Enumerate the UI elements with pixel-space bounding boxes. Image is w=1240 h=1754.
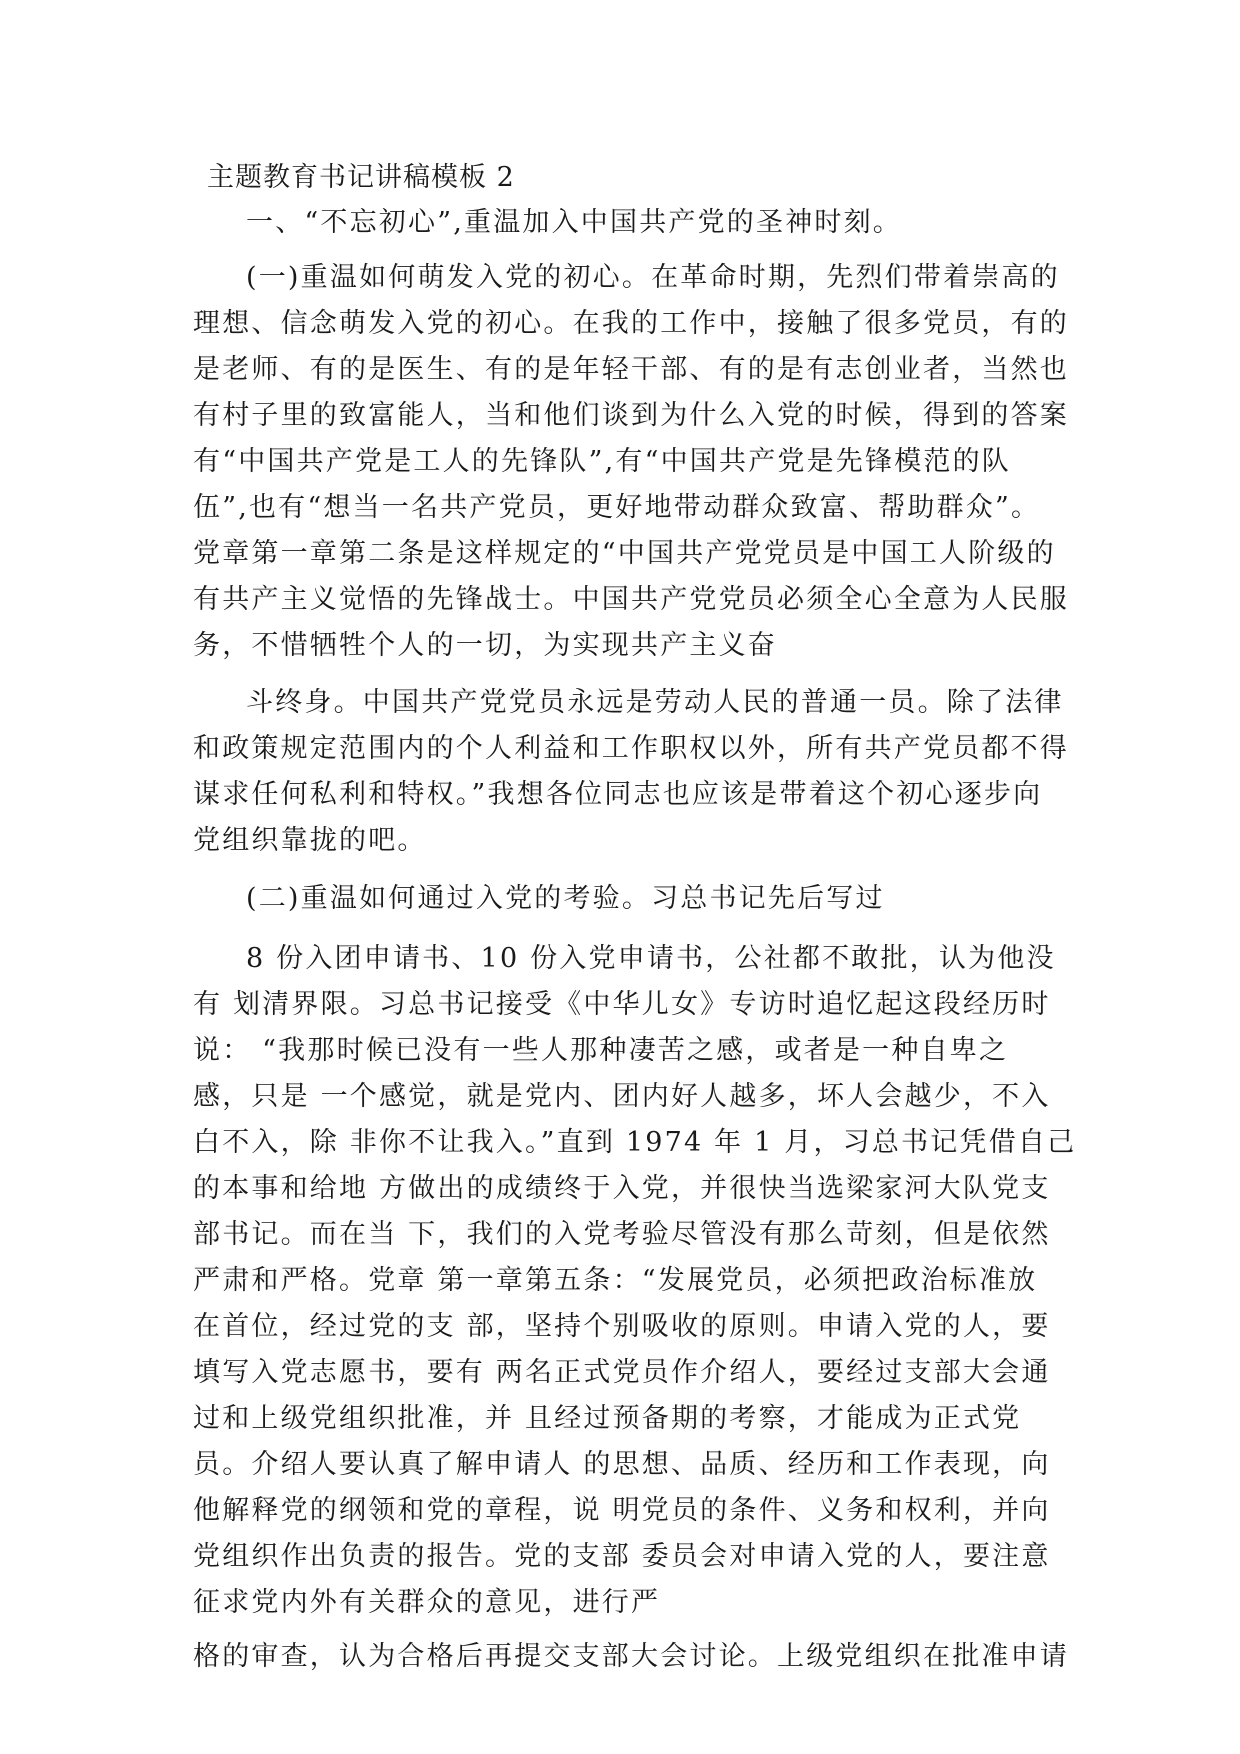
- section-heading-1: 一、“不忘初心”,重温加入中国共产党的圣神时刻。: [246, 207, 902, 238]
- para4-line: 严肃和严格。党章 第一章第五条：“发展党员，必须把政治标准放: [193, 1265, 1038, 1296]
- para2-line: 谋求任何私利和特权。”我想各位同志也应该是带着这个初心逐步向: [193, 779, 1043, 810]
- para2-line: 党组织靠拢的吧。: [193, 825, 427, 856]
- para1-line: 党章第一章第二条是这样规定的“中国共产党党员是中国工人阶级的: [193, 538, 1056, 569]
- para1-line: 伍”,也有“想当一名共产党员，更好地带动群众致富、帮助群众”。: [193, 492, 1041, 523]
- document-title: 主题教育书记讲稿模板 2: [207, 162, 515, 193]
- para4-line: 部书记。而在当 下，我们的入党考验尽管没有那么苛刻，但是依然: [193, 1219, 1051, 1250]
- para1-line: (一)重温如何萌发入党的初心。在革命时期，先烈们带着崇高的: [246, 262, 1060, 293]
- para4-line: 说： “我那时候已没有一些人那种凄苦之感，或者是一种自卑之: [193, 1035, 1009, 1066]
- para1-line: 有“中国共产党是工人的先锋队”,有“中国共产党是先锋模范的队: [193, 446, 1011, 477]
- para3-line: (二)重温如何通过入党的考验。习总书记先后写过: [246, 883, 885, 914]
- para1-line: 理想、信念萌发入党的初心。在我的工作中，接触了很多党员，有的: [193, 308, 1069, 339]
- para4-line: 有 划清界限。习总书记接受《中华儿女》专访时追忆起这段经历时: [193, 989, 1051, 1020]
- para4-line: 过和上级党组织批准，并 且经过预备期的考察，才能成为正式党: [193, 1403, 1022, 1434]
- para2-line: 斗终身。中国共产党党员永远是劳动人民的普通一员。除了法律: [246, 687, 1064, 718]
- para1-line: 有共产主义觉悟的先锋战士。中国共产党党员必须全心全意为人民服: [193, 584, 1069, 615]
- para4-line: 的本事和给地 方做出的成绩终于入党，并很快当选梁家河大队党支: [193, 1173, 1051, 1204]
- para1-line: 是老师、有的是医生、有的是年轻干部、有的是有志创业者，当然也: [193, 354, 1069, 385]
- para4-line: 征求党内外有关群众的意见，进行严: [193, 1587, 661, 1618]
- para1-line: 务，不惜牺牲个人的一切，为实现共产主义奋: [193, 630, 777, 661]
- para4-line: 党组织作出负责的报告。党的支部 委员会对申请入党的人，要注意: [193, 1541, 1051, 1572]
- para2-line: 和政策规定范围内的个人利益和工作职权以外，所有共产党员都不得: [193, 733, 1069, 764]
- para4-line: 在首位，经过党的支 部，坚持个别吸收的原则。申请入党的人，要: [193, 1311, 1051, 1342]
- para4-line: 白不入，除 非你不让我入。”直到 1974 年 1 月，习总书记凭借自己: [193, 1127, 1077, 1158]
- para4-line: 8 份入团申请书、10 份入党申请书，公社都不敢批，认为他没: [246, 943, 1056, 974]
- para4-line: 员。介绍人要认真了解申请人 的思想、品质、经历和工作表现，向: [193, 1449, 1051, 1480]
- para4-line: 他解释党的纲领和党的章程，说 明党员的条件、义务和权利，并向: [193, 1495, 1051, 1526]
- para4-line: 感，只是 一个感觉，就是党内、团内好人越多，坏人会越少，不入: [193, 1081, 1051, 1112]
- para4-line: 填写入党志愿书，要有 两名正式党员作介绍人，要经过支部大会通: [193, 1357, 1051, 1388]
- para1-line: 有村子里的致富能人，当和他们谈到为什么入党的时候，得到的答案: [193, 400, 1069, 431]
- para5-line: 格的审查，认为合格后再提交支部大会讨论。上级党组织在批准申请: [193, 1641, 1069, 1672]
